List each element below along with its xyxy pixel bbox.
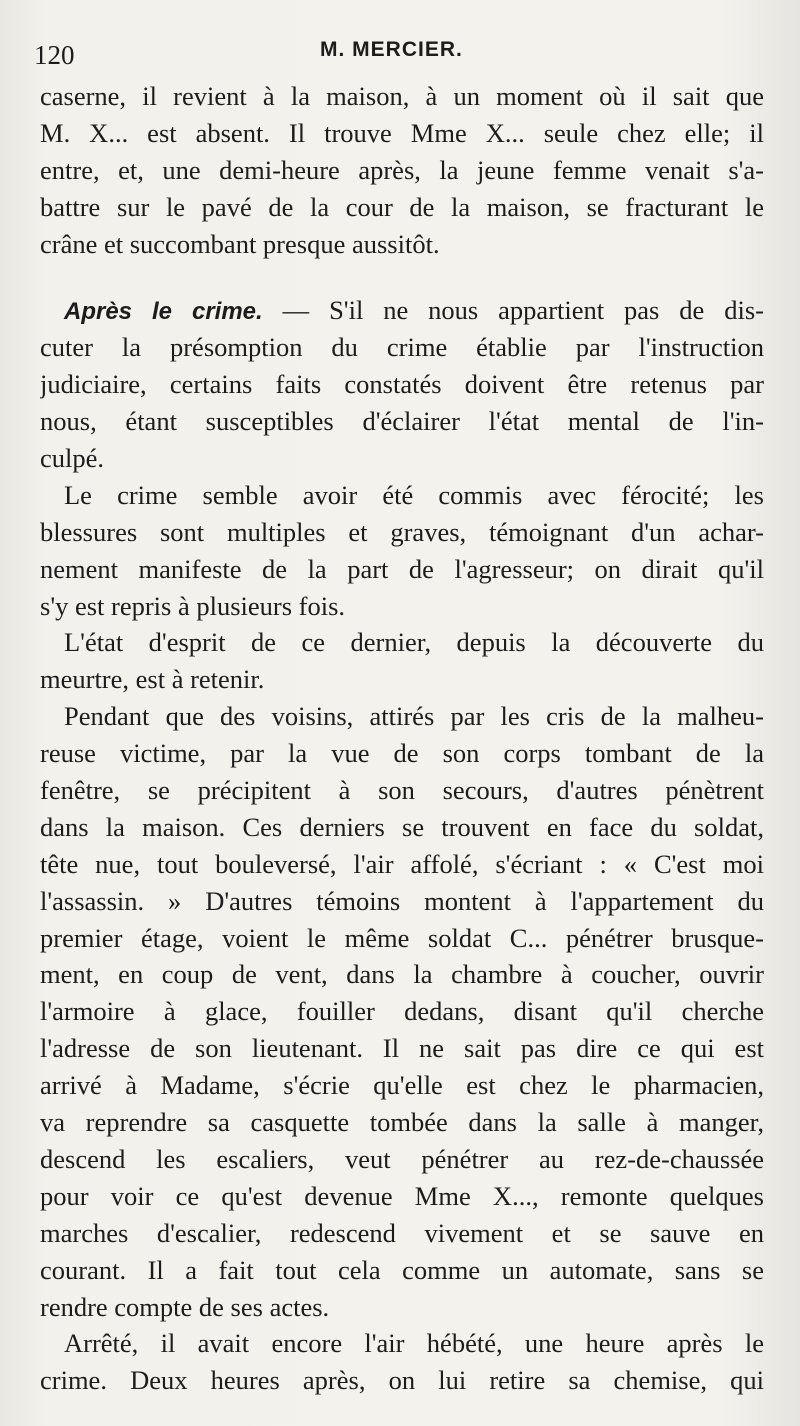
text-line: entre, et, une demi-heure après, la jeune femme venait s'a- — [40, 154, 764, 185]
text-line: marches d'escalier, redescend vivement et se sauve en — [40, 1217, 764, 1248]
text-line: crime. Deux heures après, on lui retire sa chemise, qui — [40, 1365, 764, 1396]
text-line: meurtre, est à retenir. — [40, 664, 265, 695]
page-number: 120 — [34, 40, 75, 70]
text-line: pour voir ce qu'est devenue Mme X..., remonte quelques — [40, 1180, 764, 1211]
text-line: s'y est repris à plusieurs fois. — [40, 590, 346, 621]
text-line: arrivé à Madame, s'écrie qu'elle est chez le pharmacien, — [40, 1070, 764, 1101]
text-line: Pendant que des voisins, attirés par les cris de la malheu- — [64, 701, 764, 732]
body-text — [40, 78, 764, 1399]
text-line: rendre compte de ses actes. — [40, 1291, 330, 1322]
running-head — [34, 36, 754, 76]
text-line: culpé. — [40, 443, 105, 474]
text-line: ment, en coup de vent, dans la chambre à coucher, ouvrir — [40, 959, 764, 990]
text-line: cuter la présomption du crime établie par l'instruction — [40, 332, 764, 363]
paragraph-gap — [40, 262, 764, 292]
text-line: M. X... est absent. Il trouve Mme X... seule chez elle; il — [40, 117, 764, 148]
text-line: battre sur le pavé de la cour de la maison, se fracturant le — [40, 191, 764, 222]
text-line: Arrêté, il avait encore l'air hébété, une heure après le — [64, 1328, 764, 1359]
text-line: caserne, il revient à la maison, à un moment où il sait que — [40, 81, 764, 111]
text-line: nous, étant susceptibles d'éclairer l'état mental de l'in- — [40, 406, 764, 437]
section-heading-line — [40, 292, 764, 329]
text-line: blessures sont multiples et graves, témoignant d'un achar- — [40, 516, 764, 547]
running-title: M. MERCIER. — [320, 38, 463, 61]
text-run: — S'il ne nous appartient pas de dis- — [262, 295, 764, 326]
text-line: va reprendre sa casquette tombée dans la salle à manger, — [40, 1107, 764, 1138]
text-line: crâne et succombant presque aussitôt. — [40, 228, 440, 259]
text-line: reuse victime, par la vue de son corps tombant de la — [40, 738, 764, 769]
text-line: Le crime semble avoir été commis avec férocité; les — [64, 479, 764, 510]
text-line: judiciaire, certains faits constatés doivent être retenus par — [40, 369, 764, 400]
text-line: l'adresse de son lieutenant. Il ne sait pas dire ce qui est — [40, 1033, 764, 1064]
section-heading: Après le crime. — [64, 298, 263, 326]
text-line: l'assassin. » D'autres témoins montent à l'appartement du — [40, 885, 764, 916]
text-line: tête nue, tout bouleversé, l'air affolé, s'écriant : « C'est moi — [40, 848, 764, 879]
text-line: L'état d'esprit de ce dernier, depuis la découverte du — [64, 627, 764, 658]
text-line: l'armoire à glace, fouiller dedans, disant qu'il cherche — [40, 996, 764, 1027]
text-line: fenêtre, se précipitent à son secours, d'autres pénètrent — [40, 775, 764, 806]
text-line: dans la maison. Ces derniers se trouvent en face du soldat, — [40, 811, 764, 842]
text-line: courant. Il a fait tout cela comme un automate, sans se — [40, 1254, 764, 1285]
text-line: descend les escaliers, veut pénétrer au rez-de-chaussée — [40, 1143, 764, 1174]
text-line: premier étage, voient le même soldat C... pénétrer brusque- — [40, 922, 764, 953]
text-line: nement manifeste de la part de l'agresseur; on dirait qu'il — [40, 553, 764, 584]
